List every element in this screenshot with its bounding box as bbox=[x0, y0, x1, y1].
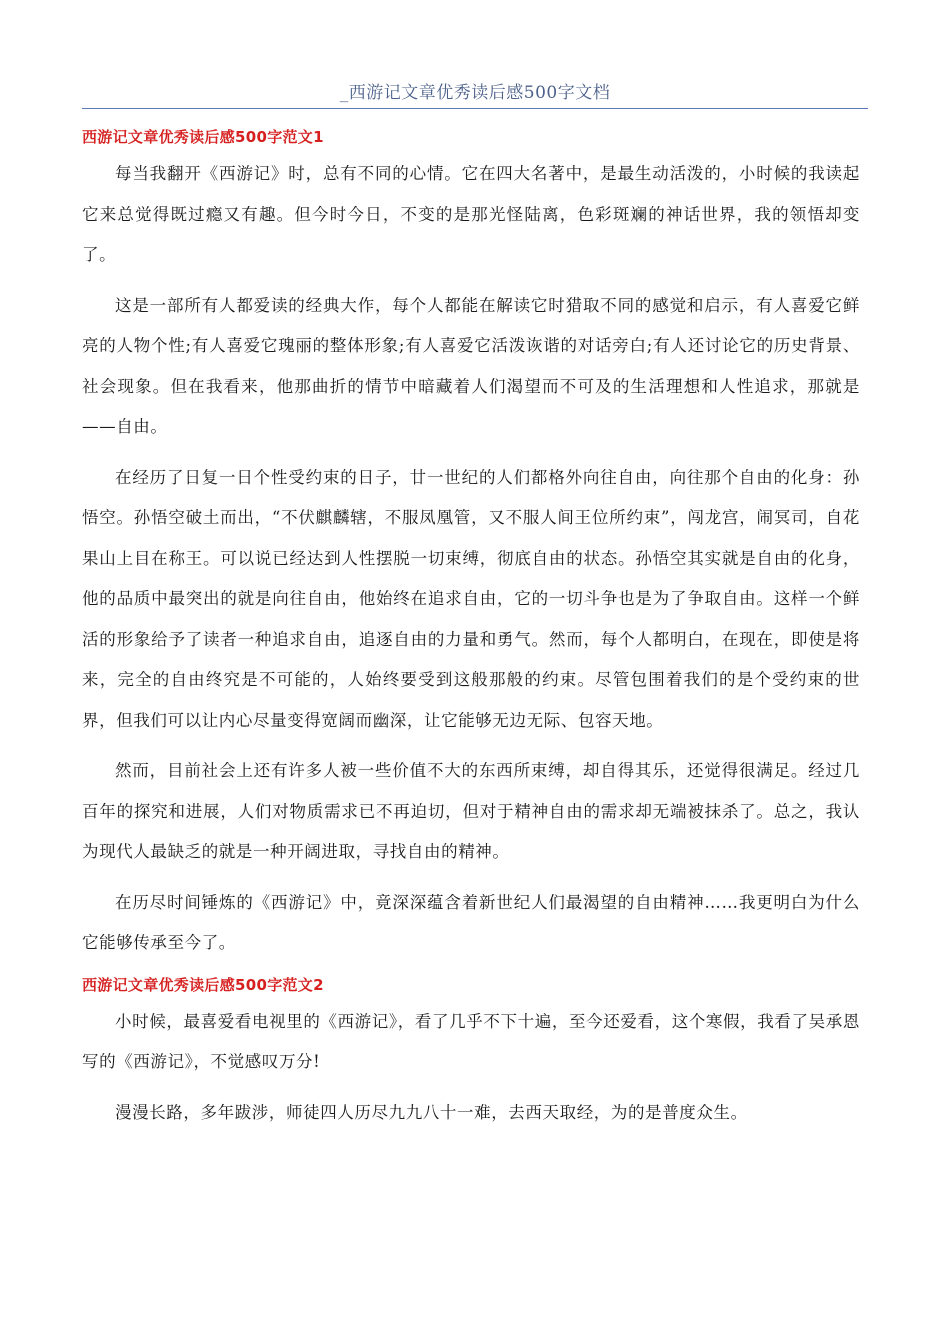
section-2-paragraph-1: 小时候，最喜爱看电视里的《西游记》，看了几乎不下十遍，至今还爱看，这个寒假，我看了吴承恩写的《西游记》，不觉感叹万分! bbox=[82, 1011, 860, 1071]
page-header-title: _西游记文章优秀读后感500字文档 bbox=[339, 83, 611, 103]
section-1-paragraph-1: 每当我翻开《西游记》时，总有不同的心情。它在四大名著中，是最生动活泼的，小时候的我读起它来总觉得既过瘾又有趣。但今时今日，不变的是那光怪陆离，色彩斑斓的神话世界，我的领悟却变了。 bbox=[82, 164, 860, 264]
section-2-title: 西游记文章优秀读后感500字范文2 bbox=[82, 975, 324, 994]
section-2-paragraph-2: 漫漫长路，多年跋涉，师徒四人历尽九九八十一难，去西天取经，为的是普度众生。 bbox=[115, 1102, 748, 1122]
section-1-paragraph-3: 在经历了日复一日个性受约束的日子，廿一世纪的人们都格外向往自由，向往那个自由的化身：孙悟空。孙悟空破土而出，“不伏麒麟辖，不服凤凰管，又不服人间王位所约束”，闯龙宫，闹冥司，自花果山上目在称王。可以说已经达到人性摆脱一切束缚，彻底自由的状态。孙悟空其实就是自由的化身，他的品质中最突出的就是向往自由，他始终在追求自由，它的一切斗争也是为了争取自由。这样一个鲜活的形象给予了读者一种追求自由，追逐自由的力量和勇气。然而，每个人都明白，在现在，即使是将来，完全的自由终究是不可能的，人始终要受到这般那般的约束。尽管包围着我们的是个受约束的世界，但我们可以让内心尽量变得宽阔而幽深，让它能够无边无际、包容天地。 bbox=[82, 467, 860, 730]
document-body bbox=[82, 124, 860, 1143]
header-divider bbox=[82, 108, 868, 109]
section-1-paragraph-4: 然而，目前社会上还有许多人被一些价值不大的东西所束缚，却自得其乐，还觉得很满足。经过几百年的探究和进展，人们对物质需求已不再迫切，但对于精神自由的需求却无端被抹杀了。总之，我认为现代人最缺乏的就是一种开阔进取，寻找自由的精神。 bbox=[82, 761, 860, 861]
section-1-paragraph-5: 在历尽时间锤炼的《西游记》中，竟深深蕴含着新世纪人们最渴望的自由精神……我更明白为什么它能够传承至今了。 bbox=[82, 892, 860, 952]
section-1-title: 西游记文章优秀读后感500字范文1 bbox=[82, 128, 324, 146]
section-1-paragraph-2: 这是一部所有人都爱读的经典大作，每个人都能在解读它时猎取不同的感觉和启示，有人喜爱它鲜亮的人物个性;有人喜爱它瑰丽的整体形象;有人喜爱它活泼诙谐的对话旁白;有人还讨论它的历史背景、社会现象。但在我看来，他那曲折的情节中暗藏着人们渴望而不可及的生活理想和人性追求，那就是——自由。 bbox=[82, 295, 860, 436]
